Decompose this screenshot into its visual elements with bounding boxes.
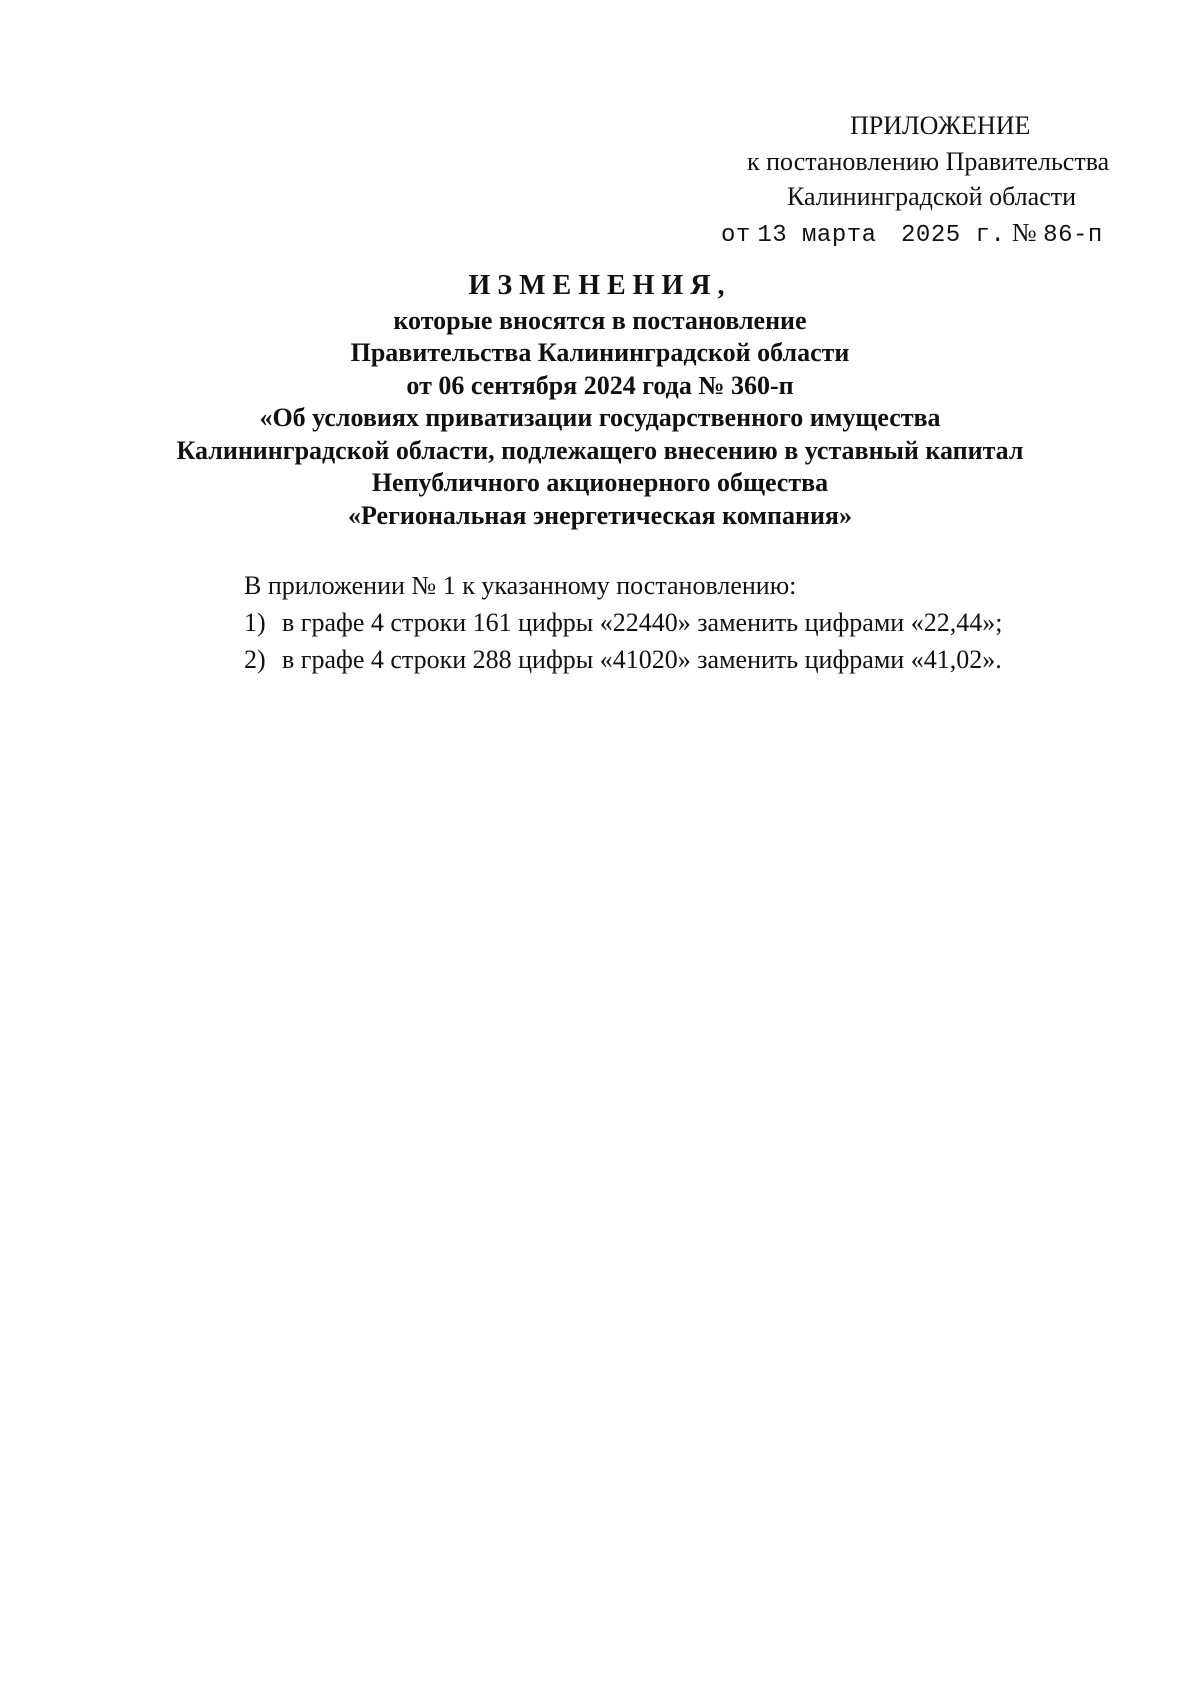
date-day-month: 13 марта bbox=[757, 222, 877, 249]
list-item bbox=[244, 604, 1144, 641]
heading-line: Непубличного акционерного общества bbox=[371, 468, 829, 497]
number-sign: № bbox=[1011, 218, 1037, 247]
heading-line: «Региональная энергетическая компания» bbox=[347, 500, 852, 530]
appendix-line-resolution: к постановлению Правительства bbox=[747, 147, 1110, 176]
appendix-line-region: Калининградской области bbox=[787, 182, 1077, 211]
document-number: 86-п bbox=[1043, 222, 1103, 249]
heading-line: от 06 сентября 2024 года № 360-п bbox=[406, 370, 794, 400]
document-body bbox=[244, 567, 1144, 678]
changes-heading bbox=[120, 270, 1080, 532]
heading-title: ИЗМЕНЕНИЯ, bbox=[468, 270, 732, 301]
appendix-title: ПРИЛОЖЕНИЕ bbox=[850, 111, 1031, 140]
date-prefix: от bbox=[721, 222, 751, 249]
appendix-date-line bbox=[721, 215, 1103, 253]
list-item-text: в графе 4 строки 288 цифры «41020» заменить цифрами «41,02». bbox=[282, 645, 1002, 674]
list-item-text: в графе 4 строки 161 цифры «22440» заменить цифрами «22,44»; bbox=[282, 608, 1003, 637]
list-item-number: 2) bbox=[244, 645, 266, 674]
heading-line: которые вносятся в постановление bbox=[393, 305, 807, 335]
list-item bbox=[244, 641, 1144, 678]
heading-line: Правительства Калининградской области bbox=[350, 338, 850, 367]
list-item-number: 1) bbox=[244, 608, 266, 637]
date-year-number: 2025 г. bbox=[901, 222, 1006, 249]
heading-line: Калининградской области, подлежащего внесению в уставный капитал bbox=[176, 435, 1024, 465]
heading-line: «Об условиях приватизации государственного имущества bbox=[259, 403, 941, 432]
body-intro: В приложении № 1 к указанному постановлению: bbox=[244, 571, 797, 600]
